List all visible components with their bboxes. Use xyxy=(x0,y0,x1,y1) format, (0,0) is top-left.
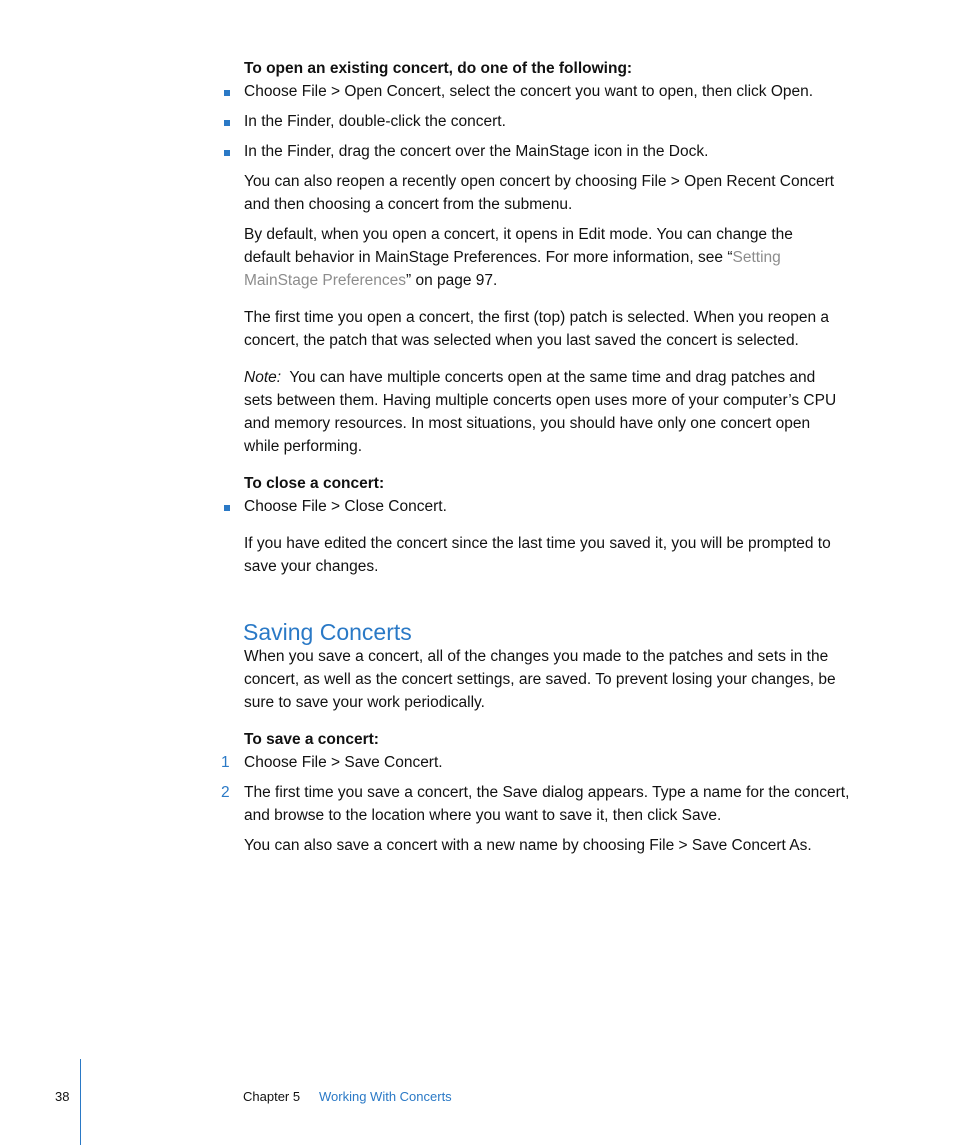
bullet-marker xyxy=(224,90,230,96)
open-bullet-2: In the Finder, double-click the concert. xyxy=(244,113,506,130)
recent-concert-paragraph-line-1: You can also reopen a recently open concert by choosing File > Open Recent Concert xyxy=(244,173,835,190)
step-1-text: Choose File > Save Concert. xyxy=(244,754,443,771)
close-paragraph-line-1: If you have edited the concert since the last time you saved it, you will be prompted to xyxy=(244,535,831,552)
saving-intro-line-3: sure to save your work periodically. xyxy=(244,694,485,711)
chapter-label: Chapter 5 xyxy=(243,1089,301,1104)
note-label: Note: xyxy=(244,369,282,386)
open-concert-heading: To open an existing concert, do one of the following: xyxy=(244,60,633,77)
section-title: Saving Concerts xyxy=(243,619,412,645)
step-number: 2 xyxy=(221,784,230,801)
saving-intro-line-2: concert, as well as the concert settings, are saved. To prevent losing your changes, be xyxy=(244,671,836,688)
bullet-marker xyxy=(224,505,230,511)
page-reference: ” on page 97. xyxy=(405,272,498,289)
open-bullet-1: Choose File > Open Concert, select the concert you want to open, then click Open. xyxy=(244,83,814,100)
first-time-paragraph-line-2: concert, the patch that was selected when you last saved the concert is selected. xyxy=(244,332,799,349)
first-time-paragraph-line-1: The first time you open a concert, the first (top) patch is selected. When you reopen a xyxy=(244,309,829,326)
default-behavior-prefix: default behavior in MainStage Preferences. For more information, see “ xyxy=(244,249,733,266)
note-line-3: and memory resources. In most situations, you should have only one concert open xyxy=(244,415,811,432)
default-behavior-paragraph-line-3 xyxy=(244,269,497,292)
note-text: You can have multiple concerts open at the same time and drag patches and xyxy=(281,369,816,386)
note-line-2: sets between them. Having multiple concerts open uses more of your computer’s CPU xyxy=(244,392,837,409)
step-2-text-line-1: The first time you save a concert, the Save dialog appears. Type a name for the concert, xyxy=(244,784,850,801)
open-bullet-3: In the Finder, drag the concert over the MainStage icon in the Dock. xyxy=(244,143,709,160)
bullet-marker xyxy=(224,120,230,126)
footer-divider xyxy=(80,1059,81,1145)
page-number: 38 xyxy=(55,1089,70,1104)
recent-concert-paragraph-line-2: and then choosing a concert from the submenu. xyxy=(244,196,573,213)
preferences-link-part-1[interactable]: Setting xyxy=(732,249,781,266)
note-line-1 xyxy=(244,366,815,389)
default-behavior-paragraph-line-1: By default, when you open a concert, it opens in Edit mode. You can change the xyxy=(244,226,793,243)
close-paragraph-line-2: save your changes. xyxy=(244,558,379,575)
note-line-4: while performing. xyxy=(244,438,363,455)
save-concert-heading: To save a concert: xyxy=(244,731,379,748)
close-concert-heading: To close a concert: xyxy=(244,475,385,492)
close-bullet: Choose File > Close Concert. xyxy=(244,498,447,515)
saving-intro-line-1: When you save a concert, all of the changes you made to the patches and sets in the xyxy=(244,648,829,665)
bullet-marker xyxy=(224,150,230,156)
preferences-link-part-2[interactable]: MainStage Preferences xyxy=(244,272,406,289)
save-as-paragraph: You can also save a concert with a new name by choosing File > Save Concert As. xyxy=(244,837,812,854)
chapter-title: Working With Concerts xyxy=(319,1089,452,1104)
step-2-text-line-2: and browse to the location where you want to save it, then click Save. xyxy=(244,807,722,824)
step-number: 1 xyxy=(221,754,230,771)
default-behavior-paragraph-line-2 xyxy=(244,246,781,269)
